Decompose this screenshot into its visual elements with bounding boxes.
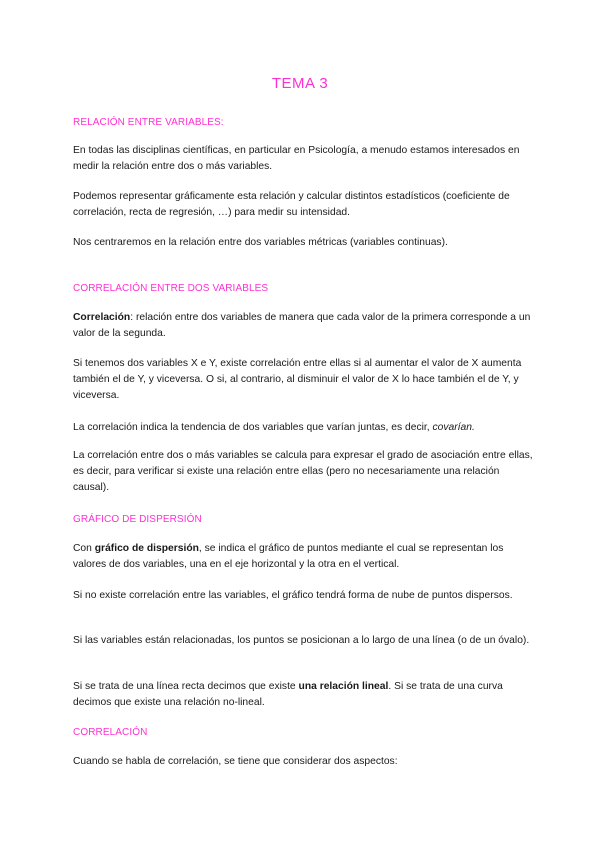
term-relacion-lineal: una relación lineal bbox=[298, 681, 389, 692]
paragraph: Si tenemos dos variables X e Y, existe correlación entre ellas si al aumentar el valor de X aumenta también el de Y, y viceversa. O si, al contrario, al disminuir el valor de X lo hace también el de Y, y viceversa. bbox=[73, 358, 522, 401]
paragraph-grafico bbox=[73, 541, 533, 573]
paragraph-text: La correlación indica la tendencia de dos variables que varían juntas, es decir, bbox=[73, 422, 433, 433]
paragraph-text: Con bbox=[73, 543, 95, 554]
paragraph-text: Si se trata de una línea recta decimos que existe bbox=[73, 681, 299, 692]
paragraph-covarian bbox=[73, 420, 533, 436]
paragraph: Cuando se habla de correlación, se tiene que considerar dos aspectos: bbox=[73, 756, 398, 767]
paragraph: La correlación entre dos o más variables se calcula para expresar el grado de asociación entre ellas, es decir, para verificar si existe una relación entre ellas (pero no necesariamente una relación causal). bbox=[73, 450, 533, 493]
italic-term-covarian: covarían. bbox=[432, 422, 475, 433]
paragraph-text: , se indica el gráfico de puntos mediante el cual se representan los valores de dos variables, una en el eje horizontal y la otra en el vertical. bbox=[73, 543, 504, 570]
paragraph: Nos centraremos en la relación entre dos variables métricas (variables continuas). bbox=[73, 237, 448, 248]
paragraph: Podemos representar gráficamente esta relación y calcular distintos estadísticos (coeficiente de correlación, recta de regresión, …) para medir su intensidad. bbox=[73, 191, 510, 218]
section-heading-correlacion: CORRELACIÓN bbox=[73, 727, 148, 738]
definition-text: : relación entre dos variables de manera que cada valor de la primera corresponde a un valor de la segunda. bbox=[73, 312, 531, 339]
page-title: TEMA 3 bbox=[271, 75, 329, 92]
paragraph: Si las variables están relacionadas, los puntos se posicionan a lo largo de una línea (o de un óvalo). bbox=[73, 635, 530, 646]
paragraph: En todas las disciplinas científicas, en particular en Psicología, a menudo estamos interesados en medir la relación entre dos o más variables. bbox=[73, 145, 520, 172]
section-heading-correlacion-dos-variables: CORRELACIÓN ENTRE DOS VARIABLES bbox=[73, 283, 269, 294]
term-grafico-dispersion: gráfico de dispersión bbox=[94, 543, 199, 554]
paragraph: Si no existe correlación entre las variables, el gráfico tendrá forma de nube de puntos dispersos. bbox=[73, 590, 513, 601]
paragraph-definition bbox=[73, 310, 533, 342]
paragraph-text: . Si se trata de una curva decimos que existe una relación no-lineal. bbox=[73, 681, 503, 708]
section-heading-relacion: RELACIÓN ENTRE VARIABLES: bbox=[73, 117, 224, 128]
paragraph-lineal bbox=[73, 679, 533, 711]
term-correlacion: Correlación bbox=[73, 312, 131, 323]
section-heading-grafico-dispersion: GRÁFICO DE DISPERSIÓN bbox=[73, 514, 202, 525]
